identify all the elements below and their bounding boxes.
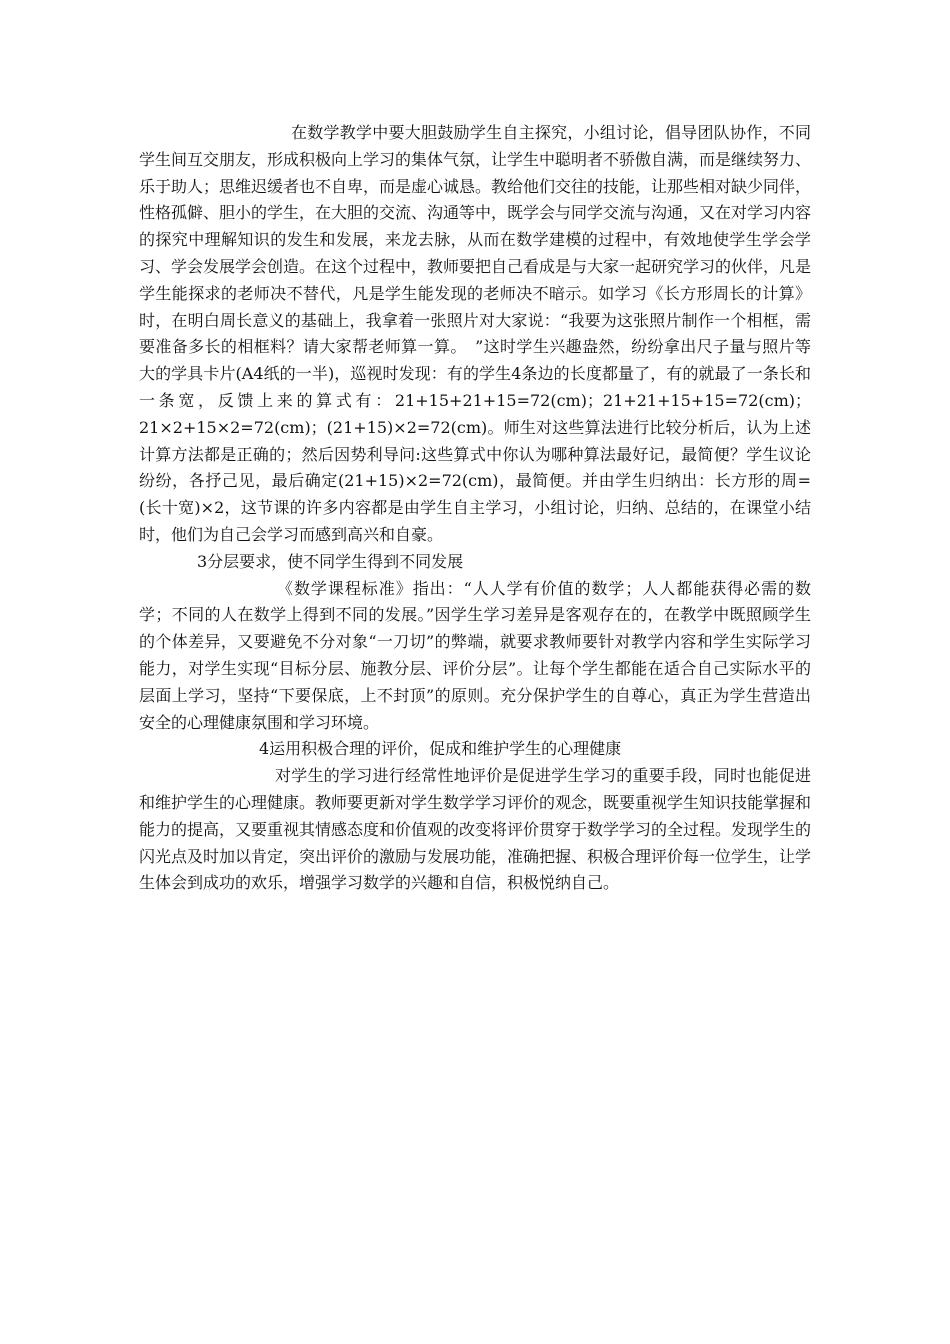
paragraph-tiered-requirements: 《数学课程标准》指出：“人人学有价值的数学；人人都能获得必需的数学；不同的人在数学上得到不同的发展。”因学生学习差异是客观存在的，在教学中既照顾学生的个体差异，又要避免不分对象“一刀切”的弊端，就要求教师要针对教学内容和学生实际学习能力，对学生实现“目标分层、施教分层、评价分层”。让每个学生都能在适合自己实际水平的层面上学习，坚持“下要保底，上不封顶”的原则。充分保护学生的自尊心，真正为学生营造出安全的心理健康氛围和学习环境。: [139, 578, 811, 732]
section-heading-4: 4运用积极合理的评价，促成和维护学生的心理健康: [259, 739, 622, 759]
paragraph-cooperative-learning: 在数学教学中要大胆鼓励学生自主探究，小组讨论，倡导团队协作，不同学生间互交朋友，形成积极向上学习的集体气氛，让学生中聪明者不骄傲自满，而是继续努力、乐于助人；思维迟缓者也不自卑，而是虚心诚恳。教给他们交往的技能，让那些相对缺少同伴，性格孤僻、胆小的学生，在大胆的交流、沟通等中，既学会与同学交流与沟通，又在对学习内容的探究中理解知识的发生和发展，来龙去脉，从而在数学建模的过程中，有效地使学生学会学习、学会发展学会创造。在这个过程中，教师要把自己看成是与大家一起研究学习的伙伴，凡是学生能探求的老师决不替代，凡是学生能发现的老师决不暗示。如学习《长方形周长的计算》时，在明白周长意义的基础上，我拿着一张照片对大家说：“我要为这张照片制作一个相框，需要准备多长的相框料？请大家帮老师算一算。 ”这时学生兴趣盎然，纷纷拿出尺子量与照片等大的学具卡片(A4纸的一半)，巡视时发现：有的学生4条边的长度都量了，有的就最了一条长和一条宽，反馈上来的算式有：21+15+21+15=72(cm)；21+21+15+15=72(cm)；21×2+15×2=72(cm)；(21+15)×2=72(cm)。师生对这些算法进行比较分析后，认为上述计算方法都是正确的；然后因势利导问:这些算式中你认为哪种算法最好记，最简便？学生议论纷纷，各抒己见，最后确定(21+15)×2=72(cm)，最简便。并由学生归纳出：长方形的周=(长十宽)×2，这节课的许多内容都是由学生自主学习，小组讨论，归纳、总结的，在课堂小结时，他们为自己会学习而感到高兴和自豪。: [139, 123, 812, 544]
paragraph-evaluation: 对学生的学习进行经常性地评价是促进学生学习的重要手段，同时也能促进和维护学生的心理健康。教师要更新对学生数学学习评价的观念，既要重视学生知识技能掌握和能力的提高，又要重视其情感态度和价值观的改变将评价贯穿于数学学习的全过程。发现学生的闪光点及时加以肯定，突出评价的激励与发展功能，准确把握、积极合理评价每一位学生，让学生体会到成功的欢乐，增强学习数学的兴趣和自信，积极悦纳自己。: [139, 766, 812, 893]
document-page: [139, 120, 811, 897]
section-heading-3: 3分层要求，使不同学生得到不同发展: [197, 551, 464, 571]
